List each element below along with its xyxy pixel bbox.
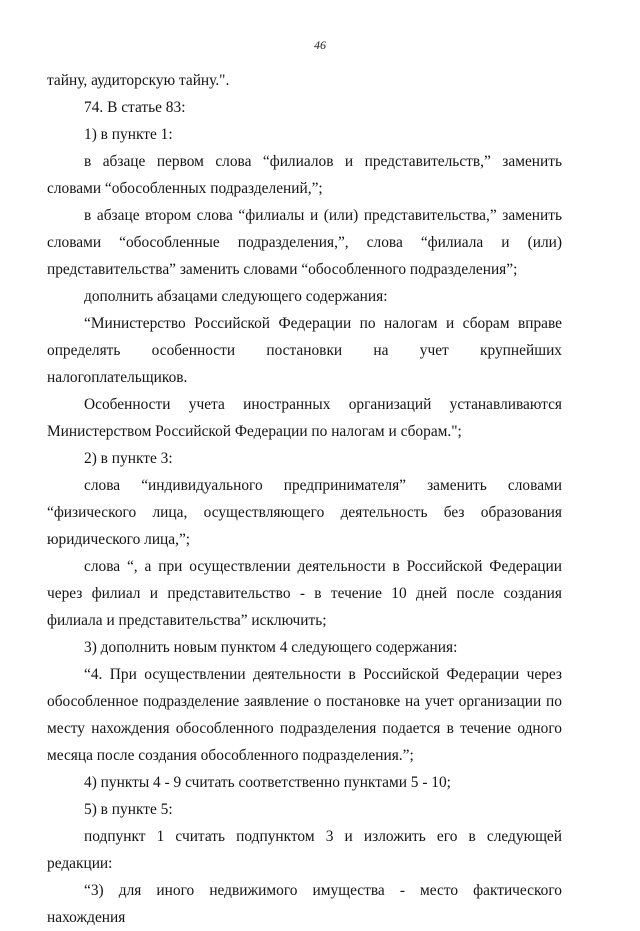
paragraph-article-74: 74. В статье 83: (84, 99, 186, 116)
paragraph: в абзаце первом слова “филиалов и представительств,” заменить словами “обособленных подразделений,”; (47, 153, 562, 197)
paragraph: “Министерство Российской Федерации по налогам и сборам вправе определять особенности постановки на учет крупнейших налогоплательщиков. (47, 315, 562, 386)
paragraph: “4. При осуществлении деятельности в Российской Федерации через обособленное подразделение заявление о постановке на учет организации по месту нахождения обособленного подразделения подается в течение одного месяца после создания обособленного подразделения.”; (47, 666, 562, 764)
paragraph-item-1: 1) в пункте 1: (84, 126, 173, 143)
paragraph-item-5: 5) в пункте 5: (84, 801, 173, 818)
paragraph: подпункт 1 считать подпунктом 3 и изложить его в следующей редакции: (47, 828, 562, 872)
page-number: 46 (314, 38, 326, 52)
paragraph-item-2: 2) в пункте 3: (84, 450, 173, 467)
paragraph: слова “индивидуального предпринимателя” заменить словами “физического лица, осуществляющего деятельность без образования юридического лица,”; (47, 477, 562, 548)
paragraph: слова “, а при осуществлении деятельности в Российской Федерации через филиал и представительство - в течение 10 дней после создания филиала и представительства” исключить; (47, 558, 562, 629)
paragraph-continuation: тайну, аудиторскую тайну.". (47, 72, 230, 89)
paragraph: Особенности учета иностранных организаций устанавливаются Министерством Российской Федерации по налогам и сборам."; (47, 396, 562, 440)
paragraph: дополнить абзацами следующего содержания: (84, 288, 388, 305)
paragraph-item-3: 3) дополнить новым пунктом 4 следующего содержания: (84, 639, 458, 656)
paragraph: в абзаце втором слова “филиалы и (или) представительства,” заменить словами “обособленные подразделения,”, слова “филиала и (или) представительства” заменить словами “обособленного подразделения”; (47, 207, 562, 278)
document-body (47, 67, 562, 931)
paragraph-item-4: 4) пункты 4 - 9 считать соответственно пунктами 5 - 10; (84, 774, 451, 791)
paragraph-trailing: “3) для иного недвижимого имущества - место фактического нахождения (47, 882, 562, 926)
